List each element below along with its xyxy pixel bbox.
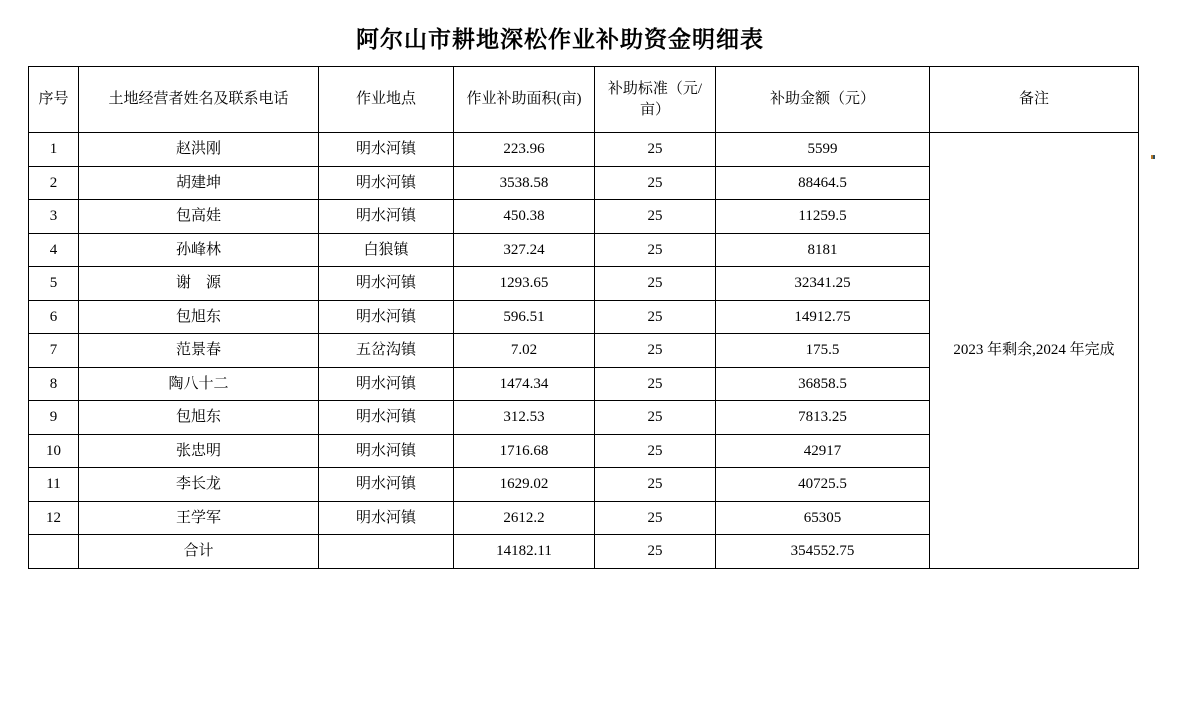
cell-name: 赵洪刚: [79, 133, 319, 167]
cell-name: 王学军: [79, 501, 319, 535]
cell-seq: 1: [29, 133, 79, 167]
cell-name: 孙峰林: [79, 233, 319, 267]
cell-amount: 65305: [716, 501, 930, 535]
cell-seq: 4: [29, 233, 79, 267]
cell-standard: 25: [595, 267, 716, 301]
cell-seq: 10: [29, 434, 79, 468]
header-cell-remark: 备注: [930, 67, 1139, 133]
cell-standard: 25: [595, 334, 716, 368]
cell-name: 包旭东: [79, 401, 319, 435]
cell-name: 谢 源: [79, 267, 319, 301]
cell-amount: 88464.5: [716, 166, 930, 200]
header-cell-amount: 补助金额（元）: [716, 67, 930, 133]
cell-location: 明水河镇: [319, 468, 454, 502]
cell-location: 明水河镇: [319, 401, 454, 435]
cell-seq: 9: [29, 401, 79, 435]
cell-name: 范景春: [79, 334, 319, 368]
subsidy-table: [28, 66, 1139, 569]
cell-amount: 7813.25: [716, 401, 930, 435]
cell-standard: 25: [595, 166, 716, 200]
cell-area: 450.38: [454, 200, 595, 234]
cell-area: 1716.68: [454, 434, 595, 468]
cell-standard: 25: [595, 367, 716, 401]
cell-area: 596.51: [454, 300, 595, 334]
cell-amount: 36858.5: [716, 367, 930, 401]
cell-standard: 25: [595, 133, 716, 167]
cell-location: 白狼镇: [319, 233, 454, 267]
header-cell-seq: 序号: [29, 67, 79, 133]
cell-area: 223.96: [454, 133, 595, 167]
total-cell-standard: 25: [595, 535, 716, 569]
cell-location: 明水河镇: [319, 200, 454, 234]
total-cell-label: 合计: [79, 535, 319, 569]
cell-location: 五岔沟镇: [319, 334, 454, 368]
cell-name: 张忠明: [79, 434, 319, 468]
cell-area: 1629.02: [454, 468, 595, 502]
cell-name: 胡建坤: [79, 166, 319, 200]
cell-seq: 7: [29, 334, 79, 368]
cell-name: 包高娃: [79, 200, 319, 234]
cell-area: 2612.2: [454, 501, 595, 535]
cell-name: 包旭东: [79, 300, 319, 334]
cell-amount: 175.5: [716, 334, 930, 368]
cell-name: 陶八十二: [79, 367, 319, 401]
cell-seq: 2: [29, 166, 79, 200]
total-cell-seq: [29, 535, 79, 569]
total-cell-amount: 354552.75: [716, 535, 930, 569]
cell-area: 3538.58: [454, 166, 595, 200]
cell-seq: 6: [29, 300, 79, 334]
remark-merged-cell: 2023 年剩余,2024 年完成: [930, 133, 1139, 569]
cell-seq: 3: [29, 200, 79, 234]
cell-standard: 25: [595, 200, 716, 234]
cell-amount: 32341.25: [716, 267, 930, 301]
cell-amount: 40725.5: [716, 468, 930, 502]
cell-seq: 5: [29, 267, 79, 301]
cell-seq: 8: [29, 367, 79, 401]
cell-area: 312.53: [454, 401, 595, 435]
cell-location: 明水河镇: [319, 300, 454, 334]
header-cell-location: 作业地点: [319, 67, 454, 133]
cell-amount: 14912.75: [716, 300, 930, 334]
cell-location: 明水河镇: [319, 166, 454, 200]
cell-area: 327.24: [454, 233, 595, 267]
cell-name: 李长龙: [79, 468, 319, 502]
header-cell-name: 土地经营者姓名及联系电话: [79, 67, 319, 133]
cell-location: 明水河镇: [319, 367, 454, 401]
cell-location: 明水河镇: [319, 434, 454, 468]
table-row: [29, 133, 1139, 167]
header-cell-area: 作业补助面积(亩): [454, 67, 595, 133]
header-row: [29, 67, 1139, 133]
cell-standard: 25: [595, 468, 716, 502]
cell-amount: 11259.5: [716, 200, 930, 234]
cell-seq: 12: [29, 501, 79, 535]
cell-standard: 25: [595, 401, 716, 435]
cell-location: 明水河镇: [319, 267, 454, 301]
cell-area: 7.02: [454, 334, 595, 368]
cell-standard: 25: [595, 434, 716, 468]
total-cell-area: 14182.11: [454, 535, 595, 569]
cell-standard: 25: [595, 300, 716, 334]
page-title: 阿尔山市耕地深松作业补助资金明细表: [356, 27, 764, 52]
header-cell-standard: 补助标准（元/亩）: [595, 67, 716, 133]
cell-location: 明水河镇: [319, 133, 454, 167]
stray-dot-artifact: [1151, 155, 1155, 159]
cell-amount: 8181: [716, 233, 930, 267]
cell-location: 明水河镇: [319, 501, 454, 535]
total-cell-location: [319, 535, 454, 569]
cell-standard: 25: [595, 233, 716, 267]
cell-area: 1293.65: [454, 267, 595, 301]
cell-area: 1474.34: [454, 367, 595, 401]
cell-amount: 42917: [716, 434, 930, 468]
cell-amount: 5599: [716, 133, 930, 167]
cell-standard: 25: [595, 501, 716, 535]
cell-seq: 11: [29, 468, 79, 502]
